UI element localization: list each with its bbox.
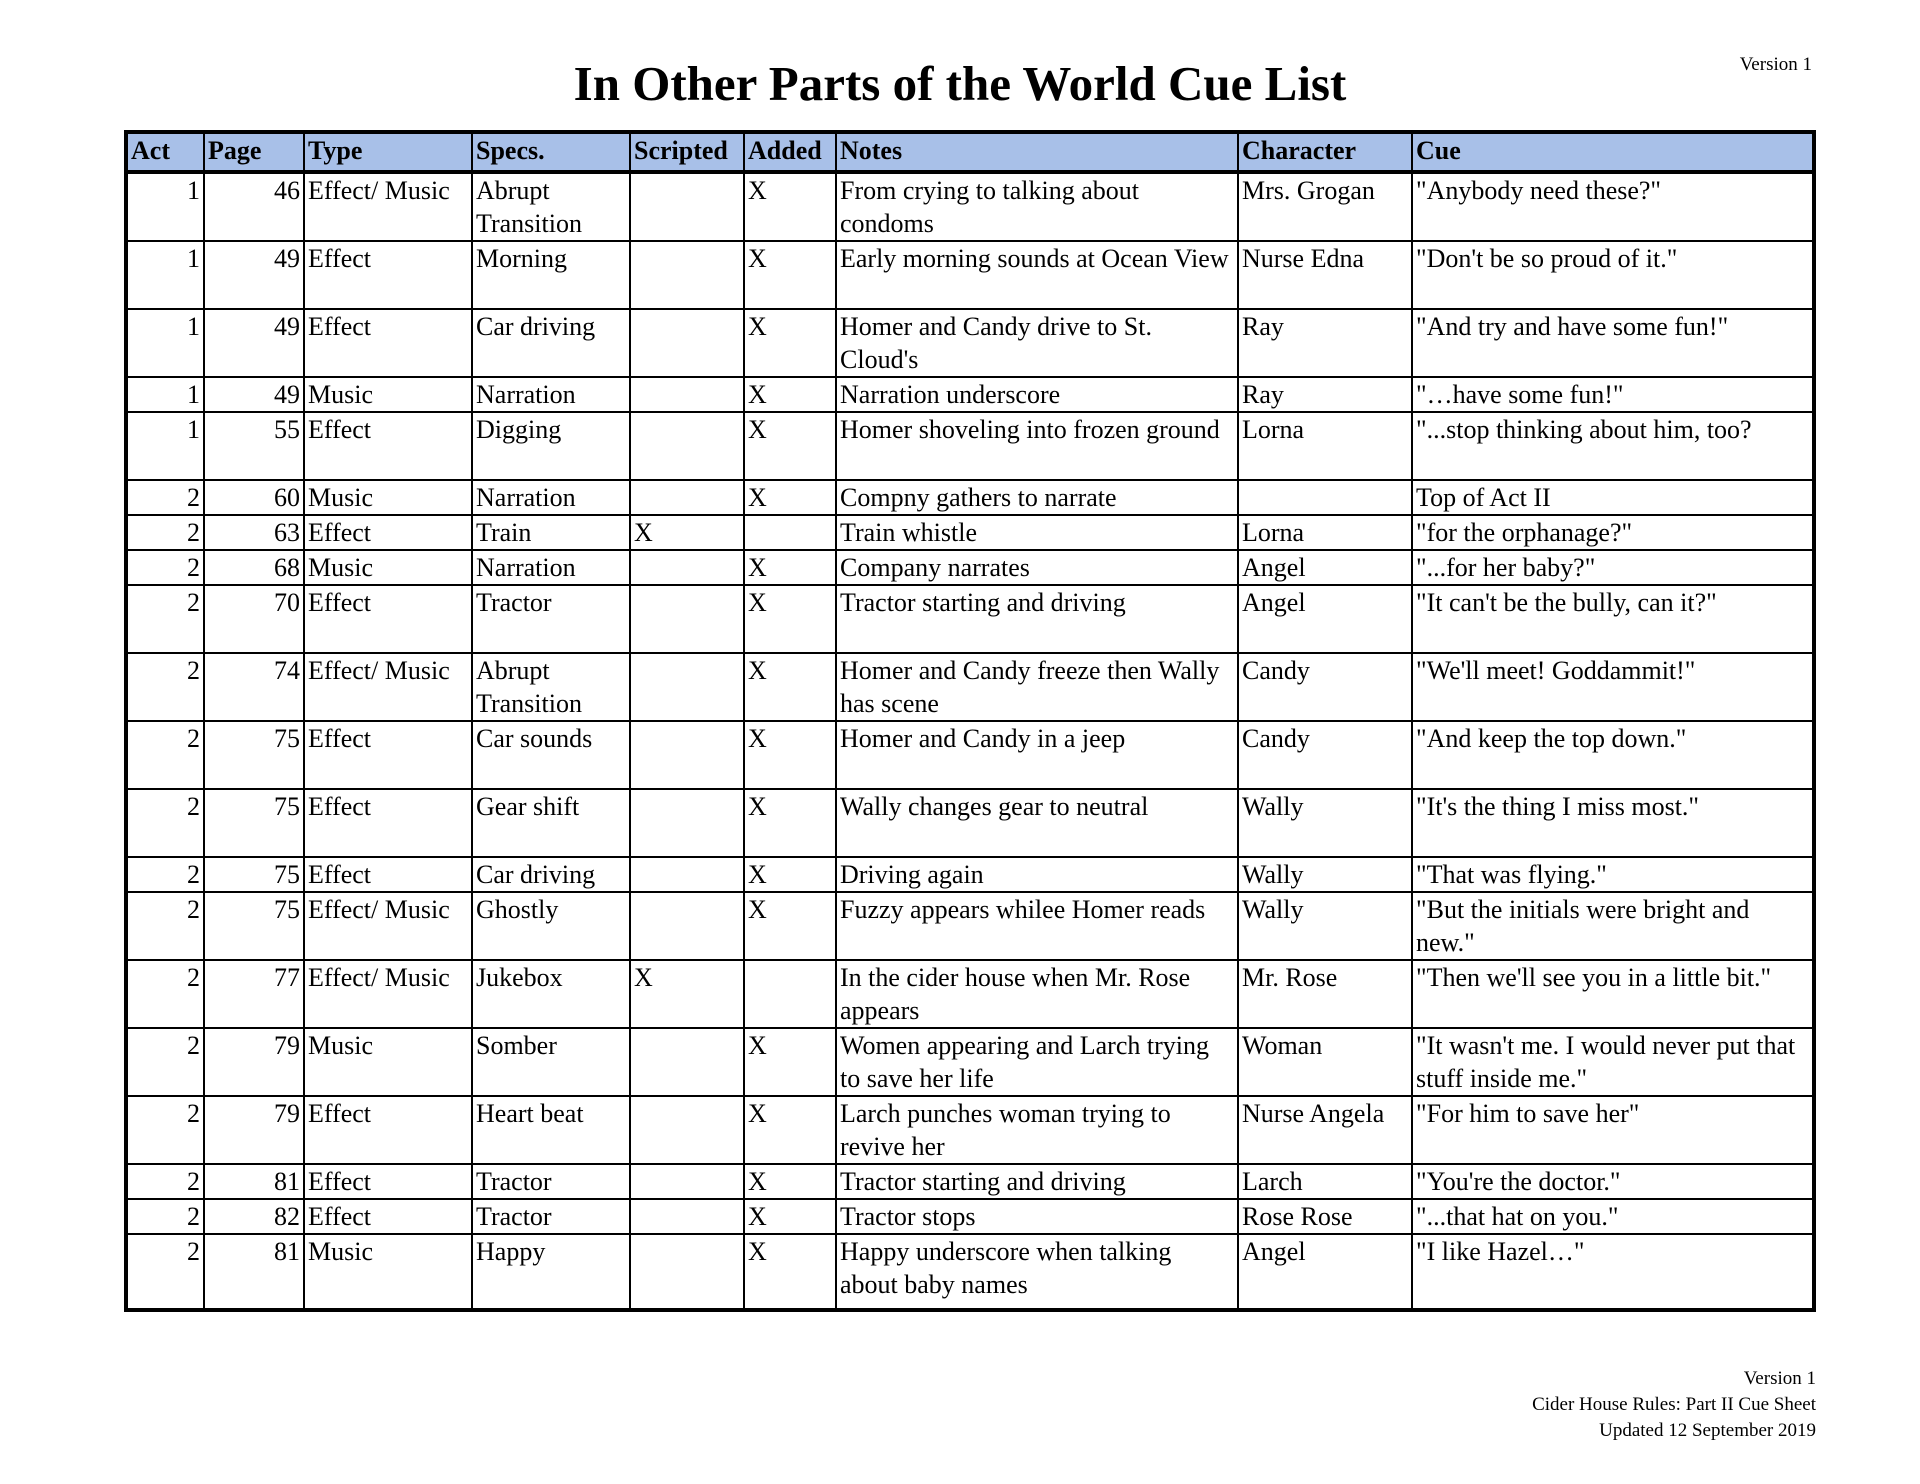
cell-specs: Tractor xyxy=(472,585,630,653)
cell-scripted: X xyxy=(630,960,744,1028)
cell-page: 79 xyxy=(204,1028,304,1096)
cell-added: X xyxy=(744,172,836,241)
cell-type: Effect xyxy=(304,857,472,892)
cell-act: 2 xyxy=(126,585,204,653)
footer-sheet-name: Cider House Rules: Part II Cue Sheet xyxy=(1532,1394,1816,1415)
cell-character: Rose Rose xyxy=(1238,1199,1412,1234)
cell-added: X xyxy=(744,721,836,789)
table-row xyxy=(126,721,1814,789)
cell-notes: Homer and Candy in a jeep xyxy=(836,721,1238,789)
cell-added: X xyxy=(744,585,836,653)
cell-added xyxy=(744,960,836,1028)
table-row xyxy=(126,412,1814,480)
cell-notes: Early morning sounds at Ocean View xyxy=(836,241,1238,309)
cell-act: 1 xyxy=(126,377,204,412)
cell-type: Effect xyxy=(304,1164,472,1199)
cell-character: Wally xyxy=(1238,857,1412,892)
table-row xyxy=(126,309,1814,377)
cell-cue: "...for her baby?" xyxy=(1412,550,1814,585)
cell-cue: "And try and have some fun!" xyxy=(1412,309,1814,377)
cell-notes: Happy underscore when talking about baby names xyxy=(836,1234,1238,1310)
table-row xyxy=(126,1234,1814,1310)
column-header-act: Act xyxy=(126,132,204,172)
cell-act: 2 xyxy=(126,1199,204,1234)
cell-act: 2 xyxy=(126,1234,204,1310)
cell-added: X xyxy=(744,377,836,412)
cell-type: Music xyxy=(304,550,472,585)
cell-specs: Tractor xyxy=(472,1199,630,1234)
cell-added: X xyxy=(744,309,836,377)
cue-table xyxy=(124,130,1816,1312)
cell-page: 75 xyxy=(204,721,304,789)
cell-specs: Gear shift xyxy=(472,789,630,857)
cell-added: X xyxy=(744,1028,836,1096)
cell-notes: Tractor starting and driving xyxy=(836,585,1238,653)
cell-type: Music xyxy=(304,1234,472,1310)
cell-added xyxy=(744,515,836,550)
cell-scripted xyxy=(630,480,744,515)
cell-specs: Abrupt Transition xyxy=(472,172,630,241)
cell-notes: Company narrates xyxy=(836,550,1238,585)
cell-type: Effect xyxy=(304,515,472,550)
cell-cue: "I like Hazel…" xyxy=(1412,1234,1814,1310)
column-header-page: Page xyxy=(204,132,304,172)
cell-scripted xyxy=(630,1096,744,1164)
cell-notes: Wally changes gear to neutral xyxy=(836,789,1238,857)
cell-scripted xyxy=(630,1234,744,1310)
cell-notes: Train whistle xyxy=(836,515,1238,550)
cell-scripted xyxy=(630,721,744,789)
cell-cue: "It wasn't me. I would never put that stuff inside me." xyxy=(1412,1028,1814,1096)
cell-cue: "...stop thinking about him, too? xyxy=(1412,412,1814,480)
cell-added: X xyxy=(744,550,836,585)
cell-page: 81 xyxy=(204,1164,304,1199)
page-title: In Other Parts of the World Cue List xyxy=(573,56,1347,111)
table-row xyxy=(126,653,1814,721)
cell-type: Effect xyxy=(304,241,472,309)
cell-character: Ray xyxy=(1238,377,1412,412)
cell-act: 2 xyxy=(126,857,204,892)
cell-specs: Tractor xyxy=(472,1164,630,1199)
table-row xyxy=(126,241,1814,309)
cell-specs: Jukebox xyxy=(472,960,630,1028)
cell-added: X xyxy=(744,1164,836,1199)
cell-page: 75 xyxy=(204,789,304,857)
column-header-type: Type xyxy=(304,132,472,172)
cell-cue: "Don't be so proud of it." xyxy=(1412,241,1814,309)
cell-cue: Top of Act II xyxy=(1412,480,1814,515)
cell-specs: Ghostly xyxy=(472,892,630,960)
table-row xyxy=(126,480,1814,515)
cell-type: Effect xyxy=(304,585,472,653)
cell-character: Lorna xyxy=(1238,412,1412,480)
cell-character: Woman xyxy=(1238,1028,1412,1096)
cell-specs: Car driving xyxy=(472,309,630,377)
cell-type: Effect xyxy=(304,412,472,480)
cell-type: Effect/ Music xyxy=(304,653,472,721)
cell-added: X xyxy=(744,412,836,480)
cell-character: Nurse Angela xyxy=(1238,1096,1412,1164)
cell-specs: Narration xyxy=(472,550,630,585)
cell-notes: In the cider house when Mr. Rose appears xyxy=(836,960,1238,1028)
cell-act: 2 xyxy=(126,721,204,789)
column-header-character: Character xyxy=(1238,132,1412,172)
cell-page: 81 xyxy=(204,1234,304,1310)
cell-act: 2 xyxy=(126,515,204,550)
cell-added: X xyxy=(744,1096,836,1164)
cell-notes: Homer and Candy freeze then Wally has scene xyxy=(836,653,1238,721)
cell-scripted xyxy=(630,241,744,309)
cell-notes: Homer and Candy drive to St. Cloud's xyxy=(836,309,1238,377)
table-row xyxy=(126,1028,1814,1096)
cell-act: 1 xyxy=(126,309,204,377)
cell-page: 77 xyxy=(204,960,304,1028)
cell-act: 2 xyxy=(126,1096,204,1164)
cell-added: X xyxy=(744,789,836,857)
cell-cue: "for the orphanage?" xyxy=(1412,515,1814,550)
table-body xyxy=(126,172,1814,1310)
cell-notes: Driving again xyxy=(836,857,1238,892)
table-row xyxy=(126,857,1814,892)
cell-specs: Happy xyxy=(472,1234,630,1310)
cell-scripted xyxy=(630,172,744,241)
cell-act: 2 xyxy=(126,960,204,1028)
cell-cue: "You're the doctor." xyxy=(1412,1164,1814,1199)
cell-scripted xyxy=(630,892,744,960)
table-row xyxy=(126,172,1814,241)
cell-page: 49 xyxy=(204,377,304,412)
cell-page: 79 xyxy=(204,1096,304,1164)
cell-notes: Compny gathers to narrate xyxy=(836,480,1238,515)
cell-page: 82 xyxy=(204,1199,304,1234)
cell-page: 49 xyxy=(204,309,304,377)
cell-scripted xyxy=(630,309,744,377)
cell-cue: "...that hat on you." xyxy=(1412,1199,1814,1234)
cell-type: Music xyxy=(304,377,472,412)
table-row xyxy=(126,1096,1814,1164)
cell-added: X xyxy=(744,1199,836,1234)
cell-act: 2 xyxy=(126,789,204,857)
cell-type: Effect xyxy=(304,1096,472,1164)
cell-page: 60 xyxy=(204,480,304,515)
cell-cue: "It can't be the bully, can it?" xyxy=(1412,585,1814,653)
cell-notes: Women appearing and Larch trying to save her life xyxy=(836,1028,1238,1096)
cell-specs: Digging xyxy=(472,412,630,480)
cell-added: X xyxy=(744,857,836,892)
cell-specs: Heart beat xyxy=(472,1096,630,1164)
cell-character: Nurse Edna xyxy=(1238,241,1412,309)
cell-specs: Abrupt Transition xyxy=(472,653,630,721)
cell-act: 2 xyxy=(126,653,204,721)
cell-act: 2 xyxy=(126,892,204,960)
cell-page: 75 xyxy=(204,857,304,892)
cell-specs: Train xyxy=(472,515,630,550)
cell-character: Mrs. Grogan xyxy=(1238,172,1412,241)
cell-scripted xyxy=(630,585,744,653)
cell-character: Wally xyxy=(1238,892,1412,960)
cell-scripted xyxy=(630,377,744,412)
cell-specs: Narration xyxy=(472,480,630,515)
cell-character: Lorna xyxy=(1238,515,1412,550)
cell-page: 70 xyxy=(204,585,304,653)
cell-scripted xyxy=(630,653,744,721)
cell-character: Wally xyxy=(1238,789,1412,857)
cell-cue: "We'll meet! Goddammit!" xyxy=(1412,653,1814,721)
cell-act: 2 xyxy=(126,1164,204,1199)
cell-specs: Morning xyxy=(472,241,630,309)
cell-cue: "For him to save her" xyxy=(1412,1096,1814,1164)
table-row xyxy=(126,550,1814,585)
cell-act: 1 xyxy=(126,241,204,309)
cell-character: Mr. Rose xyxy=(1238,960,1412,1028)
cell-character xyxy=(1238,480,1412,515)
cell-scripted xyxy=(630,550,744,585)
cell-type: Music xyxy=(304,480,472,515)
table-row xyxy=(126,1199,1814,1234)
column-header-specs: Specs. xyxy=(472,132,630,172)
cell-page: 68 xyxy=(204,550,304,585)
cell-character: Larch xyxy=(1238,1164,1412,1199)
cell-notes: Larch punches woman trying to revive her xyxy=(836,1096,1238,1164)
footer-updated: Updated 12 September 2019 xyxy=(1599,1420,1816,1441)
cell-cue: "It's the thing I miss most." xyxy=(1412,789,1814,857)
footer-version: Version 1 xyxy=(1743,1368,1816,1389)
footer xyxy=(1532,1366,1816,1444)
cell-added: X xyxy=(744,653,836,721)
table-row xyxy=(126,789,1814,857)
cell-type: Effect/ Music xyxy=(304,172,472,241)
table-row xyxy=(126,585,1814,653)
version-label: Version 1 xyxy=(1739,54,1812,75)
cell-cue: "And keep the top down." xyxy=(1412,721,1814,789)
cell-notes: Narration underscore xyxy=(836,377,1238,412)
cell-page: 49 xyxy=(204,241,304,309)
table-row xyxy=(126,960,1814,1028)
cell-type: Music xyxy=(304,1028,472,1096)
cell-cue: "That was flying." xyxy=(1412,857,1814,892)
cell-added: X xyxy=(744,1234,836,1310)
cell-page: 55 xyxy=(204,412,304,480)
cell-notes: From crying to talking about condoms xyxy=(836,172,1238,241)
cell-scripted xyxy=(630,857,744,892)
cell-scripted: X xyxy=(630,515,744,550)
cell-page: 63 xyxy=(204,515,304,550)
cell-act: 2 xyxy=(126,550,204,585)
table-row xyxy=(126,892,1814,960)
cell-page: 74 xyxy=(204,653,304,721)
column-header-added: Added xyxy=(744,132,836,172)
cell-character: Candy xyxy=(1238,653,1412,721)
cell-character: Angel xyxy=(1238,1234,1412,1310)
cell-act: 2 xyxy=(126,480,204,515)
table-row xyxy=(126,377,1814,412)
table-header-row xyxy=(126,132,1814,172)
cell-cue: "…have some fun!" xyxy=(1412,377,1814,412)
column-header-cue: Cue xyxy=(1412,132,1814,172)
cell-notes: Tractor starting and driving xyxy=(836,1164,1238,1199)
cell-character: Angel xyxy=(1238,550,1412,585)
cell-notes: Homer shoveling into frozen ground xyxy=(836,412,1238,480)
cell-scripted xyxy=(630,1199,744,1234)
cell-specs: Car driving xyxy=(472,857,630,892)
cell-cue: "But the initials were bright and new." xyxy=(1412,892,1814,960)
cell-added: X xyxy=(744,480,836,515)
cell-type: Effect/ Music xyxy=(304,892,472,960)
cell-scripted xyxy=(630,1028,744,1096)
table-row xyxy=(126,1164,1814,1199)
cell-scripted xyxy=(630,412,744,480)
cell-specs: Somber xyxy=(472,1028,630,1096)
table-row xyxy=(126,515,1814,550)
cell-character: Ray xyxy=(1238,309,1412,377)
cell-type: Effect xyxy=(304,721,472,789)
cell-character: Candy xyxy=(1238,721,1412,789)
cell-added: X xyxy=(744,241,836,309)
column-header-notes: Notes xyxy=(836,132,1238,172)
cell-type: Effect/ Music xyxy=(304,960,472,1028)
column-header-scripted: Scripted xyxy=(630,132,744,172)
cell-specs: Car sounds xyxy=(472,721,630,789)
cell-notes: Fuzzy appears whilee Homer reads xyxy=(836,892,1238,960)
cell-page: 75 xyxy=(204,892,304,960)
cell-type: Effect xyxy=(304,1199,472,1234)
cell-scripted xyxy=(630,1164,744,1199)
cell-cue: "Then we'll see you in a little bit." xyxy=(1412,960,1814,1028)
cell-type: Effect xyxy=(304,789,472,857)
cell-cue: "Anybody need these?" xyxy=(1412,172,1814,241)
cell-act: 1 xyxy=(126,172,204,241)
cell-act: 2 xyxy=(126,1028,204,1096)
cell-page: 46 xyxy=(204,172,304,241)
cell-act: 1 xyxy=(126,412,204,480)
cell-character: Angel xyxy=(1238,585,1412,653)
cell-scripted xyxy=(630,789,744,857)
cell-type: Effect xyxy=(304,309,472,377)
cell-added: X xyxy=(744,892,836,960)
cell-notes: Tractor stops xyxy=(836,1199,1238,1234)
cell-specs: Narration xyxy=(472,377,630,412)
